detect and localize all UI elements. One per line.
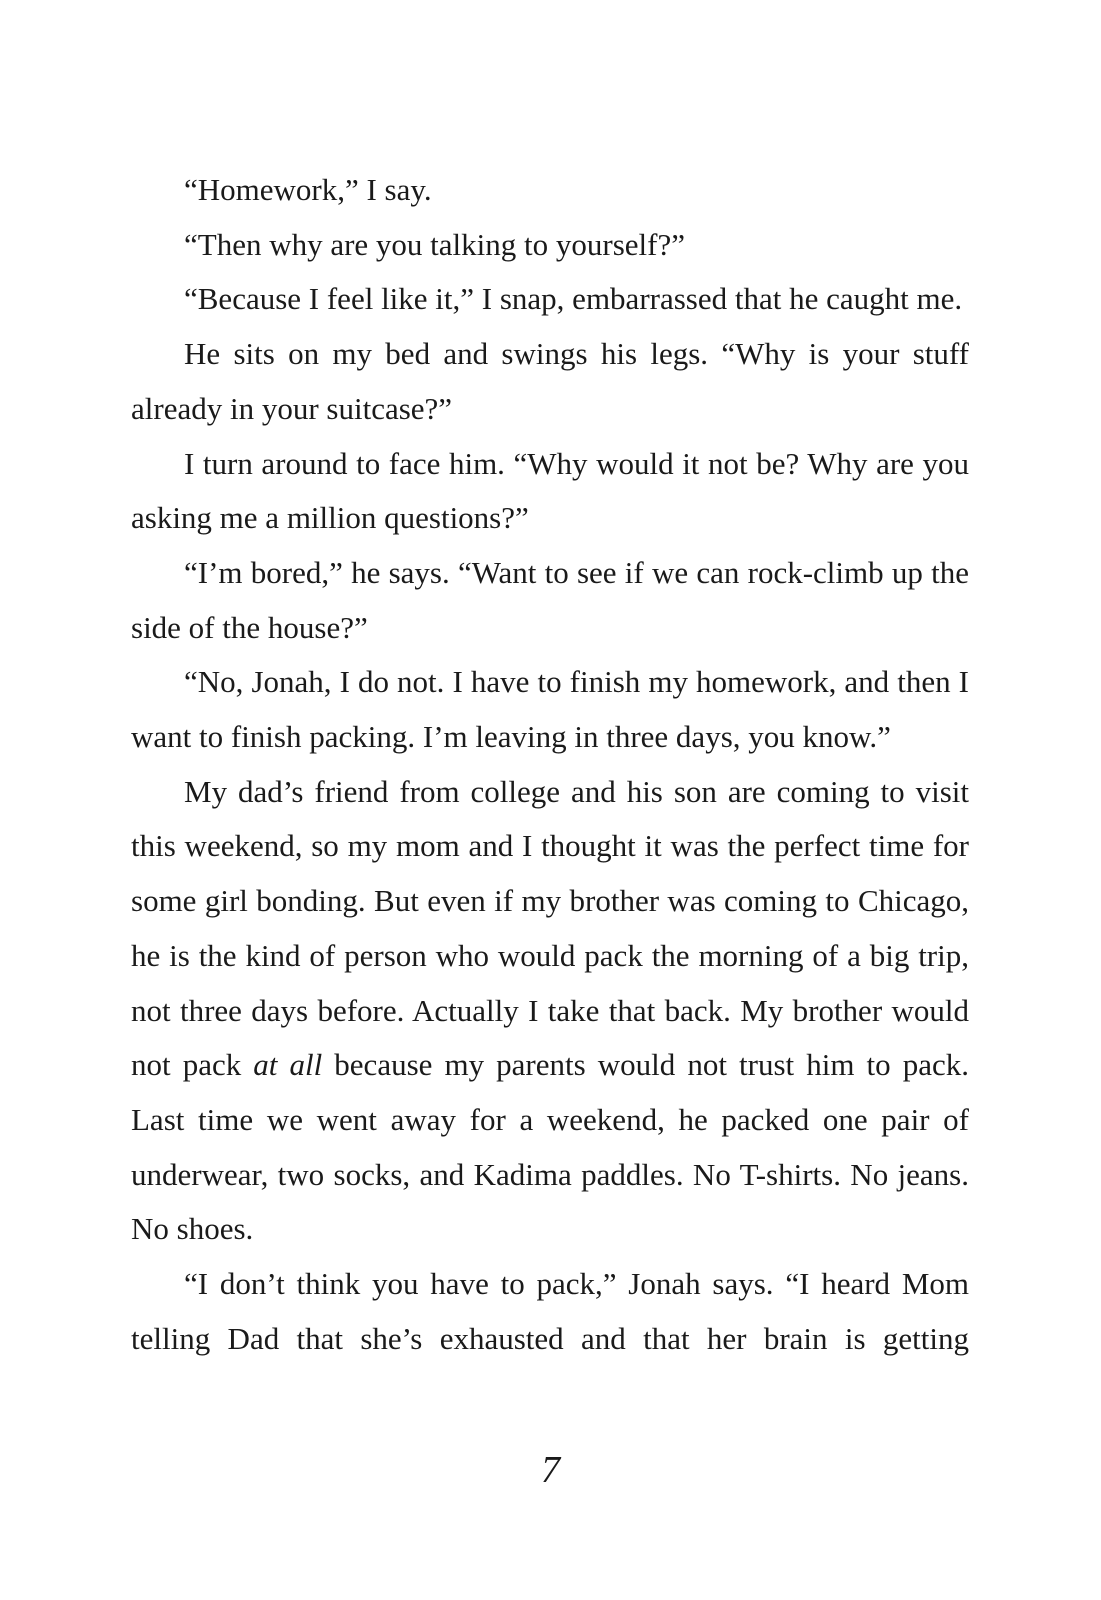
paragraph: “I’m bored,” he says. “Want to see if we can rock-climb up the side of the house?”	[131, 554, 969, 645]
body-text	[131, 163, 969, 1366]
paragraph: “No, Jonah, I do not. I have to finish my homework, and then I want to finish packing. I’m leaving in three days, you know.”	[131, 664, 969, 755]
emphasis-text: at all	[253, 1047, 323, 1083]
paragraph: “Homework,” I say.	[184, 172, 432, 207]
paragraph: “Because I feel like it,” I snap, embarrassed that he caught me.	[184, 281, 963, 317]
paragraph: I turn around to face him. “Why would it not be? Why are you asking me a million questions?”	[131, 445, 969, 536]
page-number: 7	[541, 1449, 560, 1491]
paragraph-text: because my parents would not trust him to pack. Last time we went away for a weekend, he packed one pair of underwear, two socks, and Kadima paddles. No T-shirts. No jeans. No shoes.	[131, 1047, 969, 1247]
paragraph-text: My dad’s friend from college and his son are coming to visit this weekend, so my mom and I thought it was the perfect time for some girl bonding. But even if my brother was coming to Chicago, he is the kind of person who would pack the morning of a big trip, not three days before. Actually I take that back. My brother would not pack	[131, 773, 969, 1083]
paragraph: “I don’t think you have to pack,” Jonah says. “I heard Mom telling Dad that she’s exhausted and that her brain is getting	[131, 1266, 969, 1356]
paragraph	[131, 765, 969, 1257]
paragraph: He sits on my bed and swings his legs. “Why is your stuff already in your suitcase?”	[131, 336, 969, 426]
paragraph: “Then why are you talking to yourself?”	[184, 226, 685, 262]
